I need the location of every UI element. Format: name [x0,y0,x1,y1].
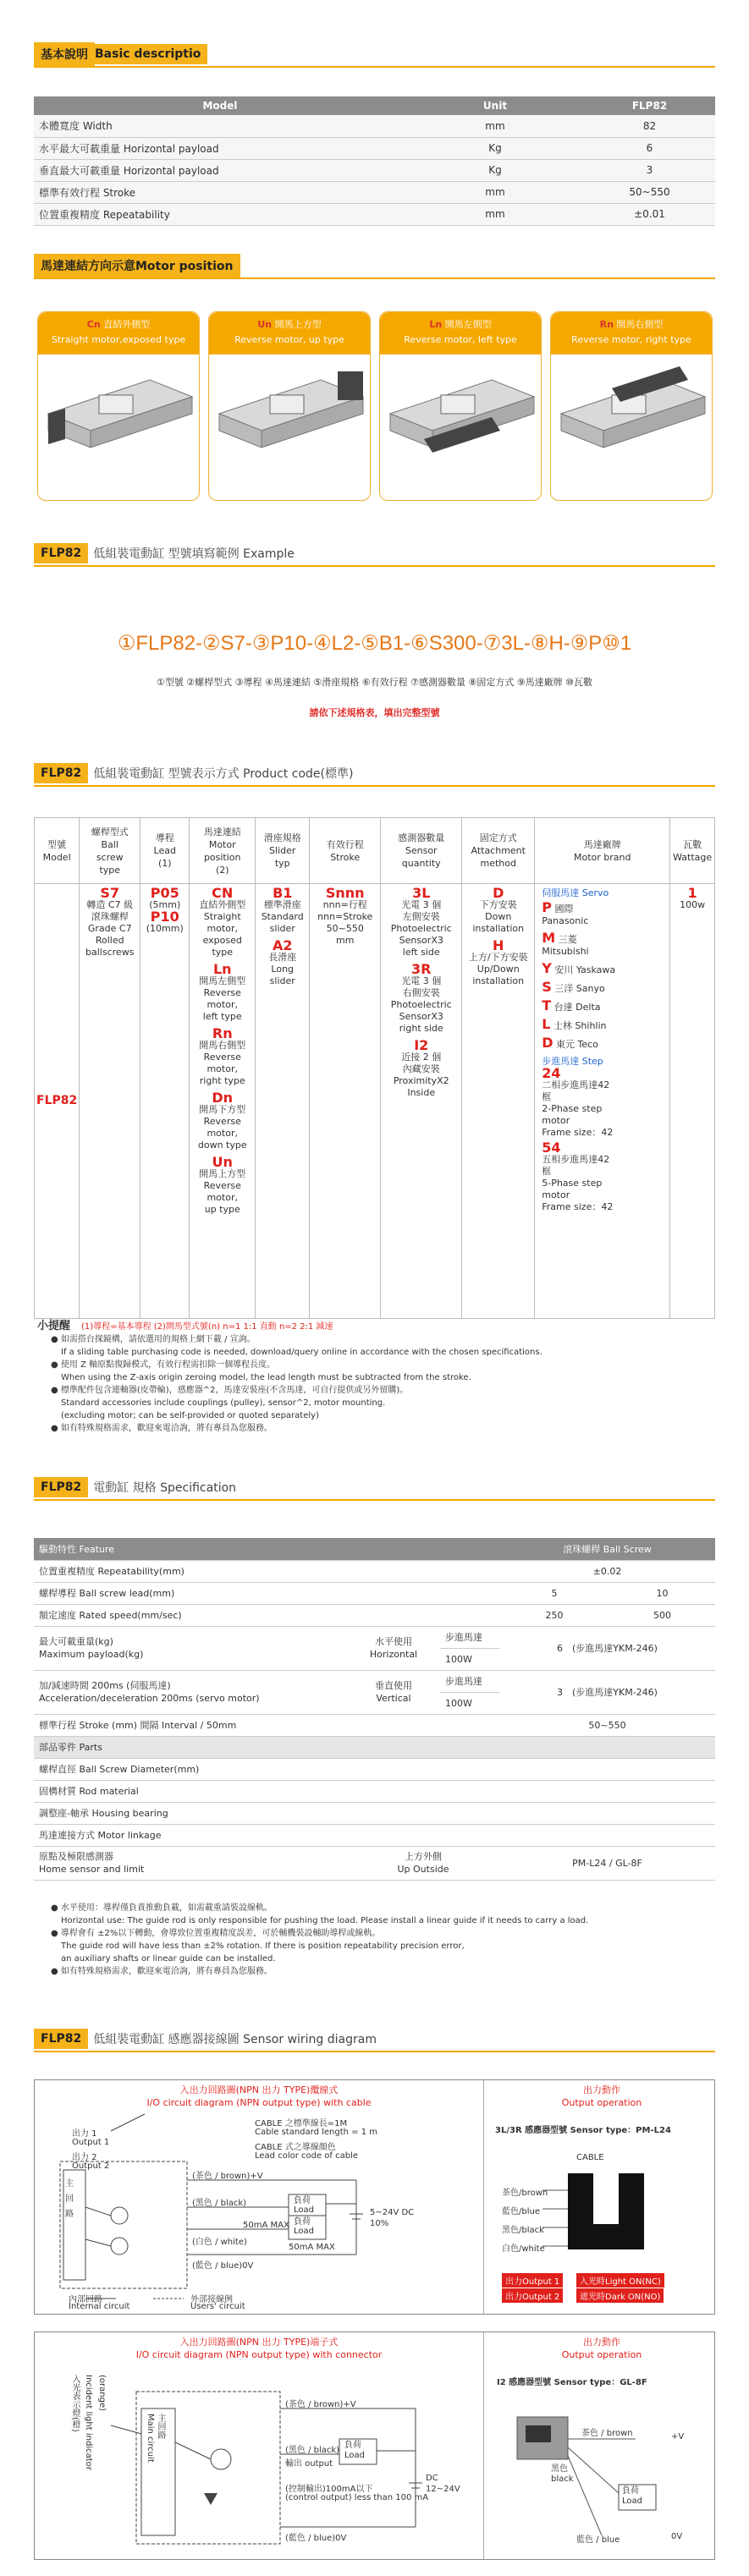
d1-load: 負荷 Load [294,2217,314,2236]
spec-note: ● 導桿會有 ±2%以下轉動，會導致位置重複精度誤差，可於輔機裝設輔助導桿或線軌。 [51,1929,381,1938]
d1-out-title1: 出力動作 [583,2084,620,2095]
spec-cell: 50~550 [499,1714,715,1736]
card-en: Reverse motor, right type [571,334,691,345]
d2-title2: I/O circuit diagram (NPN output type) with connector [135,2349,383,2360]
basic-cell: mm [406,115,584,137]
d1-ma: 50mA MAX [243,2221,289,2230]
card-en: Reverse motor, left type [404,334,517,345]
cfg-brand-name: 國際 Panasonic [542,904,589,926]
table-row [34,1538,715,1560]
cfg-brand-code: M [542,930,556,946]
table-row [34,1736,715,1758]
motor-position-header [34,254,715,279]
cfg-slider-code: A2 [272,937,293,953]
table-row [34,1846,715,1880]
cfg-sensor-code: 3R [411,961,432,977]
actuator-image [209,354,370,498]
basic-header-model: Model [34,96,406,115]
cfg-watt-code: 1 [687,885,697,901]
tips-block [37,1320,694,1435]
spec-cell: 螺桿導程 Ball screw lead(mm) [34,1582,499,1604]
d2-out-title1: 出力動作 [583,2337,620,2348]
cfg-lead-code: P05 [150,885,179,901]
d1-out1-en: Output 1 [72,2138,110,2147]
d2-brown: (茶色 / brown)+V [285,2400,356,2409]
motor-position-card-cn [37,311,200,501]
cfg-stroke-code: Snnn [325,885,365,901]
cfg-attach-desc: 上方/下方安裝 Up/Down installation [468,952,528,986]
cfg-motorpos-desc: 開馬右側型 Reverse motor, right type [199,1040,246,1086]
table-row [34,181,715,203]
basic-cell: 3 [584,159,715,181]
cfg-brand-name: 三洋 Sanyo [554,983,605,994]
spec-cell: 3 (步進馬達YKM-246) [499,1670,715,1714]
table-row [34,203,715,225]
spec-note: an auxiliary shafts or linear guide can be installed. [61,1954,276,1964]
d1-load: 負荷 Load [294,2196,314,2215]
cfg-header: 有效行程 Stroke [310,818,381,884]
cfg-motorpos-code: Ln [212,961,232,977]
basic-cell: 水平最大可載重量 Horizontal payload [34,137,406,159]
cfg-screw-code: S7 [100,885,120,901]
example-code: ①FLP82-②S7-③P10-④L2-⑤B1-⑥S300-⑦3L-⑧H-⑨P⑩1 [117,632,632,655]
cfg-attach-code: H [493,937,504,953]
basic-title-cn: 基本說明 [34,42,95,66]
cfg-model: FLP82 [36,1094,78,1107]
d1-ma: 50mA MAX [289,2243,335,2252]
tips-item: When using the Z-axis origin zeroing model, the lead length must be subtracted from the stroke. [61,1373,471,1382]
basic-cell: mm [406,181,584,203]
table-row [34,1802,715,1824]
tips-lead-note: (1)導程=基本導程 (2)開馬型式號(n) n=1 1:1 直動 n=2 2:1 減速 [81,1322,333,1332]
spec-cell: 最大可載重量(kg) Maximum payload(kg) [34,1626,347,1670]
card-cn: 直結外側型 [103,319,151,330]
cfg-screw-desc: 轉造 C7 級 滾珠螺桿 Grade C7 Rolled ballscrews [85,899,135,958]
d2-ctrl-en: (control output) less than 100 mA [285,2493,429,2502]
table-row [34,1714,715,1736]
cfg-attach-desc: 下方安裝 Down installation [472,899,525,934]
cfg-motorpos-desc: 直結外側型 Straight motor, exposed type [199,899,246,958]
cfg-header: 螺桿型式 Ball screw type [80,818,140,884]
cfg-stroke-desc: nnn=行程 nnn=Stroke 50~550 mm [317,899,373,946]
motor-position-title: 馬達連結方向示意Motor position [34,254,240,277]
table-row [34,1582,715,1604]
table-row [34,1780,715,1802]
cfg-sensor-code: I2 [414,1037,429,1053]
d2-plus: +V [671,2432,685,2441]
d1-title1: 入出力回路圖(NPN 出力 TYPE)纜線式 [179,2084,339,2095]
card-cn: 開馬右側型 [616,319,664,330]
cfg-slider-code: B1 [273,885,293,901]
cfg-brand-name: 東元 Teco [556,1039,598,1050]
cfg-step-desc: 二相步進馬達42 框 2-Phase step motor Frame size：42 [542,1079,614,1138]
d1-title2: I/O circuit diagram (NPN output type) with cable [146,2097,372,2108]
card-en: Straight motor,exposed type [51,334,186,345]
tips-lead: 小提醒 [37,1320,71,1332]
card-code: Ln [429,319,443,330]
wiring-diagram-connector [34,2332,715,2560]
motor-position-card-rn [550,311,713,501]
tips-item: Standard accessories include couplings (pulley), sensor^2, motor mounting. [61,1398,386,1408]
spec-cell: 步進馬達 [440,1670,499,1692]
spec-tag: FLP82 [34,1477,88,1497]
wiring-diagram-cable [34,2079,715,2315]
cfg-sensor-desc: 光電 3 個 左側安裝 Photoelectric SensorX3 left side [390,899,452,958]
config-title: 低組裝電動缸 型號表示方式 Product code(標準) [93,767,354,781]
basic-cell: 位置重複精度 Repeatability [34,203,406,225]
cfg-sensor-code: 3L [412,885,431,901]
basic-cell: mm [406,203,584,225]
table-row [34,1604,715,1626]
cfg-header: 滑座規格 Slider typ [256,818,310,884]
basic-cell: 6 [584,137,715,159]
table-row [34,1560,715,1582]
example-note: 請依下述規格表，填出完整型號 [309,707,440,718]
example-tag: FLP82 [34,543,88,563]
table-row [34,115,715,137]
d1-out2-en: Output 2 [72,2161,110,2171]
d2-out-signal: 輸出 output [285,2459,333,2469]
wiring-section-header [34,2027,715,2052]
basic-cell: Kg [406,137,584,159]
d1-badge: 入光時Light ON(NC) [576,2273,664,2288]
cfg-brand-code: Y [542,960,552,976]
spec-cell: 額定速度 Rated speed(mm/sec) [34,1604,499,1626]
d1-cable3: CABLE 式之導線顏色 [255,2143,336,2152]
cfg-motorpos-code: Rn [212,1025,233,1041]
spec-cell: 標準行程 Stroke (mm) 間隔 Interval / 50mm [34,1714,499,1736]
table-row [34,159,715,181]
d2-load: 負荷 Load [344,2441,365,2460]
cfg-step-code: 24 [542,1065,561,1081]
cfg-sensor-desc: 近接 2 個 內藏安裝 ProximityX2 Inside [393,1052,449,1098]
example-section-header [34,541,715,567]
d1-out2-cn: 出力 2 [72,2153,97,2162]
spec-cell: 500 [609,1604,715,1626]
card-code: Cn [86,319,101,330]
d1-blue: (藍色 / blue)0V [192,2261,254,2271]
d1-wire: 藍色/blue [502,2207,540,2216]
cfg-header: 馬達連結 Motor position (2) [190,818,256,884]
basic-cell: 82 [584,115,715,137]
card-code: Rn [599,319,614,330]
cfg-servo-title: 伺服馬達 Servo [542,887,609,898]
spec-cell: 原點及極限感測器 Home sensor and limit [34,1846,347,1880]
wiring-title: 低組裝電動缸 感應器接線圖 Sensor wiring diagram [93,2033,377,2046]
tips-item: ● 如有特殊規格需求，歡迎來電洽詢，將有專員為您服務。 [51,1424,273,1433]
tips-item: (excluding motor; can be self-provided or quoted separately) [61,1411,319,1420]
wiring-tag: FLP82 [34,2029,88,2049]
basic-header-unit: Unit [406,96,584,115]
cfg-header: 固定方式 Attachment method [462,818,535,884]
cfg-header: 導程 Lead (1) [140,818,190,884]
cfg-watt-desc: 100w [680,899,706,910]
spec-notes [51,1902,694,1978]
d2-s-blue: 藍色 / blue [576,2535,620,2545]
cfg-motorpos-code: Un [212,1154,233,1170]
cfg-brand-code: S [542,979,552,995]
spec-cell: 步進馬達 [440,1626,499,1648]
table-row [34,1824,715,1846]
spec-cell: 100W [440,1692,499,1714]
d1-main: 主 回 路 [65,2179,74,2219]
spec-cell: 5 [499,1582,609,1604]
actuator-image [551,354,712,498]
cfg-motorpos-code: CN [212,885,234,901]
spec-note: ● 如有特殊規格需求，歡迎來電洽詢，將有專員為您服務。 [51,1967,273,1976]
cfg-step-desc: 五相步進馬達42 框 5-Phase step motor Frame size：42 [542,1154,614,1212]
config-tag: FLP82 [34,763,88,783]
d2-sensor-svg [492,2392,712,2552]
cfg-step-code: 54 [542,1140,561,1156]
basic-section-header [34,42,715,68]
spec-cell: 垂直使用 Vertical [347,1670,440,1714]
card-cn: 開馬左側型 [444,319,492,330]
d1-wire: 茶色/brown [502,2189,548,2198]
d1-cable4: Lead color code of cable [255,2151,359,2161]
card-en: Reverse motor, up type [234,334,344,345]
table-row [34,1670,715,1692]
cfg-brand-name: 安川 Yaskawa [554,964,616,975]
d2-dc: DC 12~24V [426,2474,460,2494]
card-code: Un [257,319,273,330]
d1-black: (黑色 / black) [192,2199,247,2208]
spec-note: Horizontal use: The guide rod is only responsible for pushing the load. Please install a linear guide if it needs to carry a load. [61,1916,589,1925]
d2-ctrl: (控制輸出)100mA以下 [285,2485,373,2494]
table-row [34,137,715,159]
d1-out-title2: Output operation [561,2097,642,2108]
cfg-brand-name: 三菱 Mitsubishi [542,934,589,957]
cfg-slider-desc: 標準滑座 Standard slider [261,899,304,934]
d1-cable1: CABLE 之標準線長=1M [255,2119,348,2128]
cfg-brand-code: P [542,899,552,915]
cfg-lead-code: P10 [150,909,179,925]
spec-cell: 固構材質 Rod material [34,1780,499,1802]
tips-item: ● 使用 Z 軸原點復歸模式，有效行程需扣除一個導程長度。 [51,1360,276,1370]
spec-cell: 驅動特性 Feature [34,1538,499,1560]
d2-sensor-title: I2 感應器型號 Sensor type：GL-8F [497,2378,647,2387]
motor-position-card-ln [379,311,542,501]
basic-table [34,96,715,226]
spec-cell: 100W [440,1648,499,1670]
example-title: 低組裝電動缸 型號填寫範例 Example [93,547,295,561]
cfg-motorpos-desc: 開馬左側型 Reverse motor, left type [199,975,246,1022]
d1-user-en: Users' circuit [190,2302,245,2311]
spec-note: ● 水平使用：導桿僅負責推動負載，如需載重請裝設線軌。 [51,1903,273,1913]
d2-out-title2: Output operation [561,2349,642,2360]
d1-cable2: Cable standard length = 1 m [255,2128,377,2137]
basic-cell: Kg [406,159,584,181]
spec-cell: 水平使用 Horizontal [347,1626,440,1670]
basic-header-flp82: FLP82 [584,96,715,115]
d2-zero: 0V [671,2532,683,2541]
spec-cell: 馬達連接方式 Motor linkage [34,1824,499,1846]
d1-wire: 白色/white [502,2244,545,2254]
cfg-header: 感測器數量 Sensor quantity [381,818,462,884]
cfg-motorpos-code: Dn [212,1090,234,1106]
cfg-brand-code: L [542,1016,551,1032]
spec-cell: PM-L24 / GL-8F [499,1846,715,1880]
basic-cell: 50~550 [584,181,715,203]
cfg-lead-desc: (10mm) [146,923,184,934]
cfg-lead-desc: (5mm) [149,899,181,910]
cfg-sensor-desc: 光電 3 個 右側安裝 Photoelectric SensorX3 right side [390,975,452,1034]
d1-cable-label: CABLE [576,2153,604,2162]
card-cn: 開馬上方型 [274,319,322,330]
d1-inner: 內部回路 [69,2295,102,2304]
tips-item: ● 如需搭台探鏡構，請依選用的規格上網下載 / 宣詢。 [51,1335,256,1344]
spec-cell: 螺桿直徑 Ball Screw Diameter(mm) [34,1758,499,1780]
d2-circuit-svg [35,2332,483,2559]
table-row [34,1626,715,1648]
spec-title: 電動缸 規格 Specification [93,1481,237,1495]
cfg-brand-name: 士林 Shihlin [553,1020,607,1031]
cfg-slider-desc: 長滑座 Long slider [268,952,297,986]
spec-table [34,1538,715,1881]
spec-cell: 加/減速時間 200ms (伺服馬達) Acceleration/deceleration 200ms (servo motor) [34,1670,347,1714]
d1-white: (白色 / white) [192,2238,247,2247]
d2-blue: (藍色 / blue)0V [285,2534,347,2543]
cfg-header: 馬達廠牌 Motor brand [535,818,670,884]
d2-black: (黑色 / black) [285,2446,340,2455]
d2-title1: 入出力回路圖(NPN 出力 TYPE)端子式 [179,2337,339,2348]
cfg-motorpos-desc: 開馬下方型 Reverse motor, down type [197,1104,247,1151]
spec-cell: 6 (步進馬達YKM-246) [499,1626,715,1670]
spec-cell: 部品零件 Parts [34,1736,715,1758]
spec-section-header [34,1475,715,1501]
cfg-header: 瓦數 Wattage [670,818,715,884]
d1-badge: 出力Output 2 [502,2288,563,2303]
cfg-brand-code: D [542,1035,553,1051]
config-section-header [34,761,715,787]
spec-cell: 250 [499,1604,609,1626]
actuator-image [38,354,199,498]
d1-inner-en: Internal circuit [69,2302,130,2311]
spec-cell: ±0.02 [499,1560,715,1582]
spec-note: The guide rod will have less than ±2% rotation. If there is position repeatability precision error, [61,1942,465,1951]
spec-cell: 滾珠螺桿 Ball Screw [499,1538,715,1560]
actuator-image [380,354,541,498]
spec-cell: 10 [609,1582,715,1604]
basic-cell: 垂直最大可載重量 Horizontal payload [34,159,406,181]
spec-cell: 位置重複精度 Repeatability(mm) [34,1560,499,1582]
cfg-attach-code: D [493,885,504,901]
d1-sensor-title: 3L/3R 感應器型號 Sensor type：PM-L24 [495,2126,671,2135]
table-row [34,1758,715,1780]
tips-item: If a sliding table purchasing code is needed, download/query online in accordance with the chosen specifications. [61,1348,542,1357]
basic-cell: 本體寬度 Width [34,115,406,137]
d2-ind2: Incident light indicator [84,2375,93,2470]
spec-cell: 上方外側 Up Outside [347,1846,499,1880]
d1-wire: 黑色/black [502,2226,544,2235]
d1-badge: 遮光時Dark ON(NO) [576,2288,664,2303]
d2-load2: 負荷 Load [622,2486,642,2506]
d1-out1-cn: 出力 1 [72,2129,97,2139]
tips-item: ● 標準配件包含連軸器(皮帶輪)，感應器^2，馬達安裝座(不含馬達，可自行提供或另外留購)。 [51,1386,409,1395]
spec-cell: 調整座-軸承 Housing bearing [34,1802,499,1824]
basic-cell: ±0.01 [584,203,715,225]
d1-vdc: 5~24V DC 10% [370,2208,415,2228]
d1-user: 外部接線例 [190,2295,233,2304]
motor-position-card-un [208,311,371,501]
d1-circuit-svg [35,2080,483,2309]
example-legend: ①型號 ②螺桿型式 ③導程 ④馬達連結 ⑤滑座規格 ⑥有效行程 ⑦感測器數量 ⑧固定方式 ⑨馬達廠牌 ⑩瓦數 [156,677,593,688]
cfg-header: 型號 Model [35,818,80,884]
config-table [34,817,715,1319]
cfg-brand-name: 台達 Delta [553,1002,601,1013]
d2-s-black: 黑色 black [551,2464,574,2484]
d1-badge: 出力Output 1 [502,2273,563,2288]
basic-cell: 標準有效行程 Stroke [34,181,406,203]
d2-ind1: 入光表示燈(橙) [70,2375,80,2432]
cfg-step-title: 步進馬達 Step [542,1056,603,1067]
cfg-brand-code: T [542,997,552,1013]
d2-main: 主回路 Main circuit [146,2414,165,2463]
d1-brown: (茶色 / brown)+V [192,2172,263,2181]
d2-ind3: (orange) [97,2375,107,2411]
cfg-motorpos-desc: 開馬上方型 Reverse motor, up type [199,1168,246,1215]
d2-s-brown: 茶色 / brown [581,2429,633,2438]
basic-title-en: Basic descriptio [95,44,207,64]
